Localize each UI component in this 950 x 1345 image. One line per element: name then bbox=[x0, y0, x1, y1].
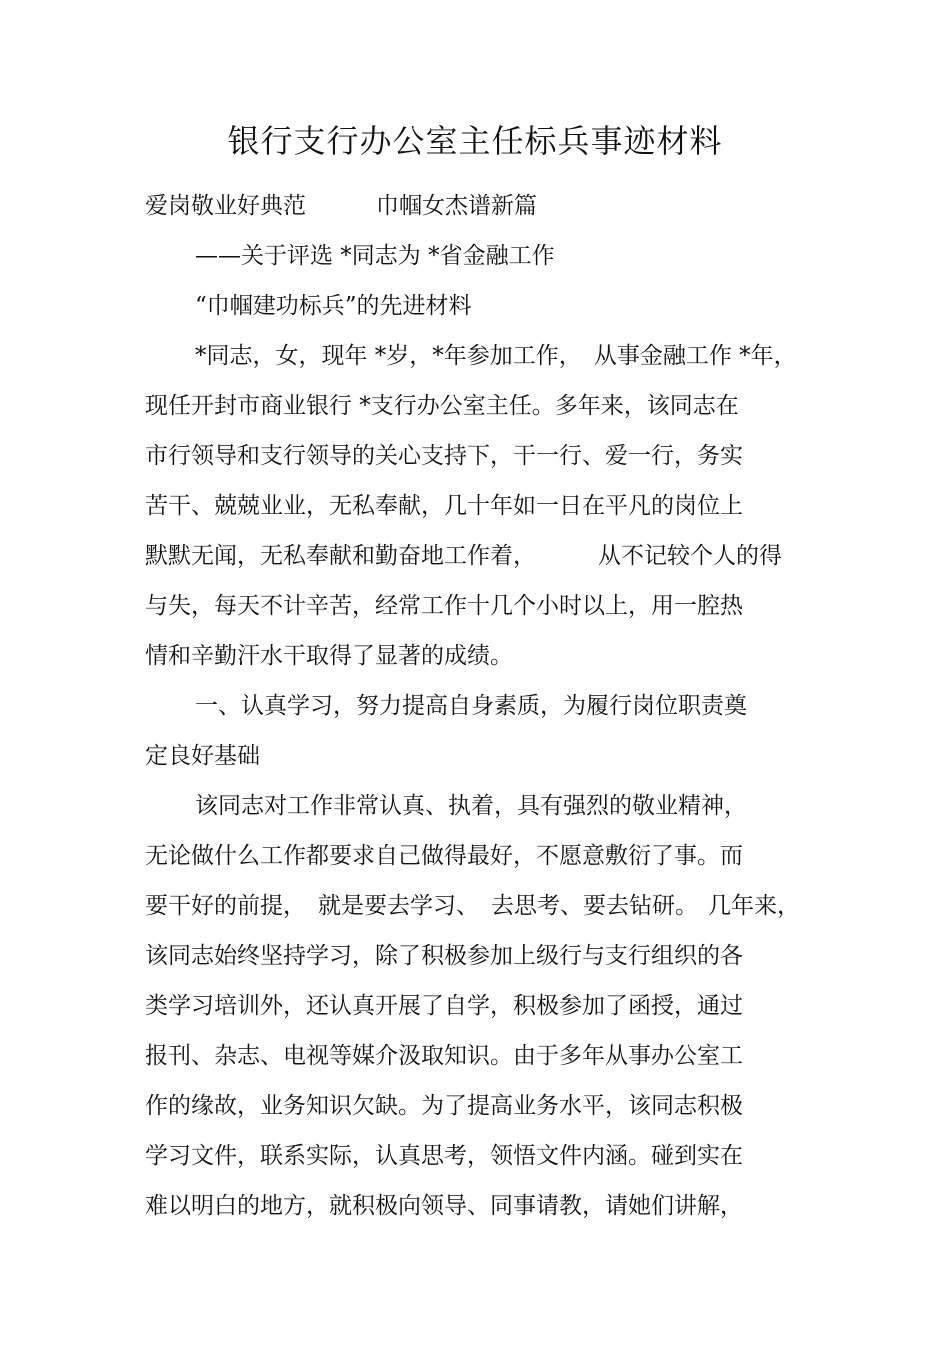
intro-line-1 bbox=[195, 340, 797, 372]
intro-line-3: 市行领导和支行领导的关心支持下，干一行、爱一行，务实 bbox=[145, 443, 743, 469]
body-line-1: 该同志对工作非常认真、执着，具有强烈的敬业精神， bbox=[195, 793, 747, 819]
body-line-3b: 就是要去学习、 bbox=[318, 893, 479, 919]
dedication-line-1: ——关于评选 *同志为 *省金融工作 bbox=[195, 243, 555, 269]
intro-line-1b: 从事金融工作 *年， bbox=[593, 343, 797, 369]
body-line-6: 报刊、杂志、电视等媒介汲取知识。由于多年从事办公室工 bbox=[145, 1043, 743, 1069]
subtitle-left: 爱岗敬业好典范 bbox=[145, 193, 306, 219]
subtitle-right: 巾帼女杰谱新篇 bbox=[376, 193, 537, 219]
intro-line-5b: 从不记较个人的得 bbox=[598, 543, 782, 569]
section-heading-line-2: 定良好基础 bbox=[145, 743, 260, 769]
body-line-3d: 几年来， bbox=[708, 893, 800, 919]
body-line-8: 学习文件，联系实际，认真思考，领悟文件内涵。碰到实在 bbox=[145, 1143, 743, 1169]
body-line-9: 难以明白的地方，就积极向领导、同事请教，请她们讲解， bbox=[145, 1193, 743, 1219]
subtitle-line bbox=[145, 190, 537, 222]
intro-line-7: 情和辛勤汗水干取得了显著的成绩。 bbox=[145, 643, 513, 669]
body-line-3a: 要干好的前提， bbox=[145, 893, 306, 919]
document-title: 银行支行办公室主任标兵事迹材料 bbox=[227, 122, 723, 160]
intro-line-5 bbox=[145, 540, 782, 572]
intro-line-2: 现任开封市商业银行 *支行办公室主任。多年来，该同志在 bbox=[145, 393, 739, 419]
intro-line-6: 与失，每天不计辛苦，经常工作十几个小时以上，用一腔热 bbox=[145, 593, 743, 619]
intro-line-5a: 默默无闻，无私奉献和勤奋地工作着， bbox=[145, 543, 536, 569]
body-line-4: 该同志始终坚持学习，除了积极参加上级行与支行组织的各 bbox=[145, 943, 743, 969]
section-heading-line-1: 一、认真学习，努力提高自身素质，为履行岗位职责奠 bbox=[195, 693, 747, 719]
body-line-7: 作的缘故，业务知识欠缺。为了提高业务水平，该同志积极 bbox=[145, 1093, 743, 1119]
body-line-3c: 去思考、要去钻研。 bbox=[491, 893, 698, 919]
dedication-line-2: “巾帼建功标兵”的先进材料 bbox=[195, 293, 472, 319]
intro-line-1a: *同志，女，现年 *岁，*年参加工作， bbox=[195, 343, 582, 369]
body-line-2: 无论做什么工作都要求自己做得最好，不愿意敷衍了事。而 bbox=[145, 843, 743, 869]
body-line-3 bbox=[145, 890, 800, 922]
intro-line-4: 苦干、兢兢业业，无私奉献，几十年如一日在平凡的岗位上 bbox=[145, 493, 743, 519]
body-line-5: 类学习培训外，还认真开展了自学，积极参加了函授，通过 bbox=[145, 993, 743, 1019]
